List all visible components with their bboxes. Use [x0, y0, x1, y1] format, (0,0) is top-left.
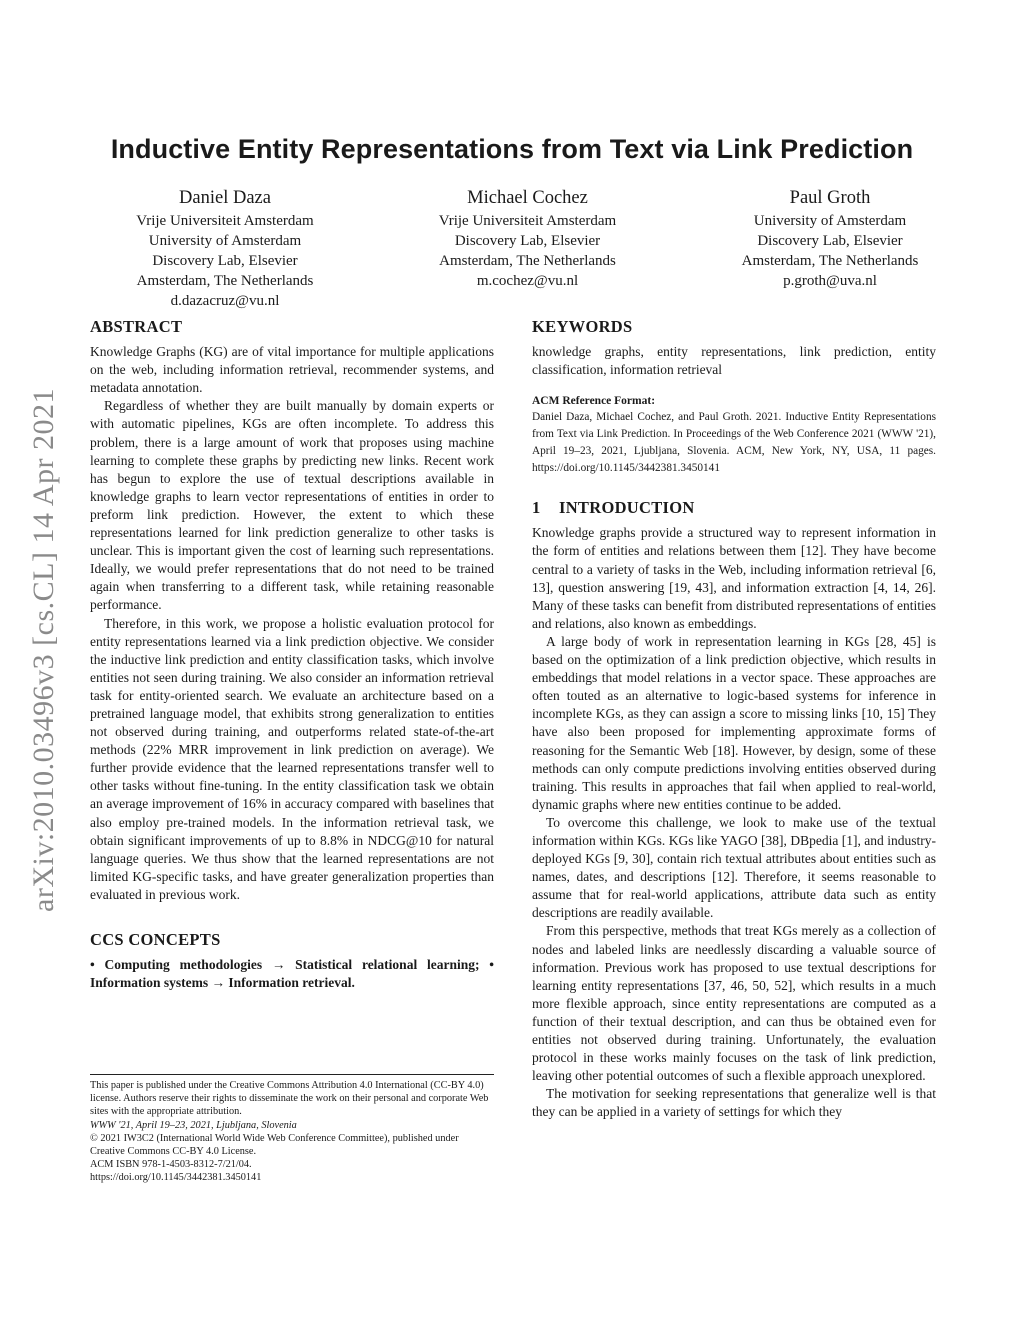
- copyright-footnote: [90, 1074, 494, 1185]
- arxiv-identifier: arXiv:2010.03496v3 [cs.CL] 14 Apr 2021: [26, 388, 60, 912]
- keywords-heading: KEYWORDS: [532, 317, 633, 336]
- abstract-paragraph: Knowledge Graphs (KG) are of vital importance for multiple applications on the web, including information retrieval, recommender systems, and metadata annotation.: [90, 344, 494, 396]
- author-email: p.groth@uva.nl: [783, 273, 877, 289]
- introduction-heading: [532, 499, 936, 517]
- footnote-copyright: © 2021 IW3C2 (International World Wide Web Conference Committee), published under Creative Commons CC-BY 4.0 License.: [90, 1132, 459, 1158]
- author-affiliation: Amsterdam, The Netherlands: [741, 253, 919, 269]
- author-affiliation: University of Amsterdam: [753, 213, 907, 229]
- arxiv-sidebar: [16, 350, 71, 950]
- author-3: [700, 186, 960, 311]
- author-1: [95, 186, 355, 311]
- author-affiliation: Discovery Lab, Elsevier: [152, 253, 298, 269]
- left-column: [90, 318, 494, 992]
- author-name: Paul Groth: [789, 188, 871, 208]
- keywords-text: knowledge graphs, entity representations, link prediction, entity classification, information retrieval: [532, 344, 936, 378]
- author-affiliation: Amsterdam, The Netherlands: [136, 273, 314, 289]
- acm-reference-text: Daniel Daza, Michael Cochez, and Paul Groth. 2021. Inductive Entity Representations from Text via Link Prediction. In Proceedings of the Web Conference 2021 (WWW '21), April 19–23, 2021, Ljubljana, Slovenia. ACM, New York, NY, USA, 11 pages. https://doi.org/10.1145/3442381.3450141: [532, 411, 936, 475]
- intro-paragraph: The motivation for seeking representations that generalize well is that they can be applied in a variety of settings for which they: [532, 1086, 936, 1120]
- footnote-isbn: ACM ISBN 978-1-4503-8312-7/21/04.: [90, 1159, 252, 1171]
- author-affiliation: Vrije Universiteit Amsterdam: [438, 213, 617, 229]
- author-affiliation: University of Amsterdam: [148, 233, 302, 249]
- footnote-venue: WWW '21, April 19–23, 2021, Ljubljana, Slovenia: [90, 1119, 297, 1131]
- author-block: [95, 186, 960, 311]
- right-column: [532, 318, 936, 1121]
- section-number: 1: [532, 498, 541, 518]
- intro-paragraph: A large body of work in representation learning in KGs [28, 45] is based on the optimization of a link prediction objective, which results in embeddings that model relations in a vector space. These approaches are often touted as an alternative to logic-based systems for inference in incomplete KGs, as they can assign a score to missing links [10, 15] They have also been proposed for implementing approximate forms of reasoning for the Semantic Web [18]. However, by design, some of these methods can only compute predictions involving entities observed during training. This results in approaches that fail when applied to real-world, dynamic graphs where new entities continue to be added.: [532, 633, 936, 812]
- author-affiliation: Discovery Lab, Elsevier: [757, 233, 903, 249]
- abstract-heading: ABSTRACT: [90, 317, 183, 336]
- ccs-heading: CCS CONCEPTS: [90, 930, 221, 949]
- intro-paragraph: Knowledge graphs provide a structured way to represent information in the form of entities and relations between them [12]. They have become central to a variety of tasks in the Web, including information retrieval [6, 13], question answering [19, 43], and information extraction [4, 14, 26]. Many of these tasks can benefit from distributed representations of entities and relations, also known as embeddings.: [532, 525, 936, 631]
- ccs-concepts: • Computing methodologies → Statistical relational learning; • Information systems → Information retrieval.: [90, 957, 494, 991]
- section-title: INTRODUCTION: [559, 498, 695, 518]
- abstract-paragraph: Therefore, in this work, we propose a holistic evaluation protocol for entity representations learned via a link prediction objective. We consider the inductive link prediction and entity classification tasks, which involve entities not seen during training. We also consider an information retrieval task for entity-oriented search. We evaluate an architecture based on a pretrained language model, that exhibits strong generalization to entities not observed during training, and outperforms related state-of-the-art methods (22% MRR improvement in link prediction on average). We further provide evidence that the learned representations transfer well to other tasks without fine-tuning. In the entity classification task we obtain an average improvement of 16% in accuracy compared with baselines that also employ pre-trained models. In the information retrieval task, we obtain significant improvements of up to 8.8% in NDCG@10 for natural language queries. We thus show that the learned representations are not limited KG-specific tasks, and have greater generalization properties than evaluated in previous work.: [90, 615, 494, 902]
- author-affiliation: Amsterdam, The Netherlands: [439, 253, 616, 269]
- paper-title: Inductive Entity Representations from Text via Link Prediction: [110, 134, 914, 164]
- author-affiliation: Discovery Lab, Elsevier: [454, 233, 601, 249]
- author-email: m.cochez@vu.nl: [476, 273, 579, 289]
- footnote-doi: https://doi.org/10.1145/3442381.3450141: [90, 1172, 262, 1184]
- author-name: Michael Cochez: [467, 188, 588, 208]
- footnote-license: This paper is published under the Creative Commons Attribution 4.0 International (CC-BY 4.0) license. Authors reserve their rights to disseminate the work on their personal and corporate Web sites with the appropriate attribution.: [90, 1080, 489, 1118]
- intro-paragraph: To overcome this challenge, we look to make use of the textual information within KGs. KGs like YAGO [38], DBpedia [1], and industry-deployed KGs [9, 30], contain rich textual attributes about entities such as names, dates, and descriptions [12]. Therefore, it seems reasonable to assume that for real-world applications, attribute data such as entity descriptions are readily available.: [532, 814, 936, 921]
- author-name: Daniel Daza: [179, 188, 271, 208]
- author-2: [398, 186, 658, 311]
- intro-paragraph: From this perspective, methods that treat KGs merely as a collection of nodes and labeled links are needlessly discarding a valuable source of information. Previous work has proposed to use textual descriptions for learning entity representations [37, 46, 50, 52], which results in a much more flexible approach, since entity representations are computed as a function of their textual description, and can thus be obtained even for entities not observed during training. Unfortunately, the evaluation protocol in these works mainly focuses on the task of link prediction, leaving other potential outcomes of such a flexible approach unexplored.: [532, 923, 936, 1084]
- author-affiliation: Vrije Universiteit Amsterdam: [136, 213, 314, 229]
- abstract-paragraph: Regardless of whether they are built manually by domain experts or with automatic pipelines, KGs are often incomplete. To address this problem, there is a large amount of work that proposes using machine learning to complete these graphs by predicting new links. Recent work has begun to explore the use of textual descriptions available in knowledge graphs to learn vector representations of entities in order to preform link prediction. However, the extent to which these representations learned for link prediction generalize to other tasks is unclear. This is important given the cost of learning such representations. Ideally, we would prefer representations that do not need to be trained again when transferring to a different task, while retaining reasonable performance.: [90, 398, 494, 613]
- acm-reference-label: ACM Reference Format:: [532, 395, 656, 408]
- author-email: d.dazacruz@vu.nl: [170, 293, 280, 309]
